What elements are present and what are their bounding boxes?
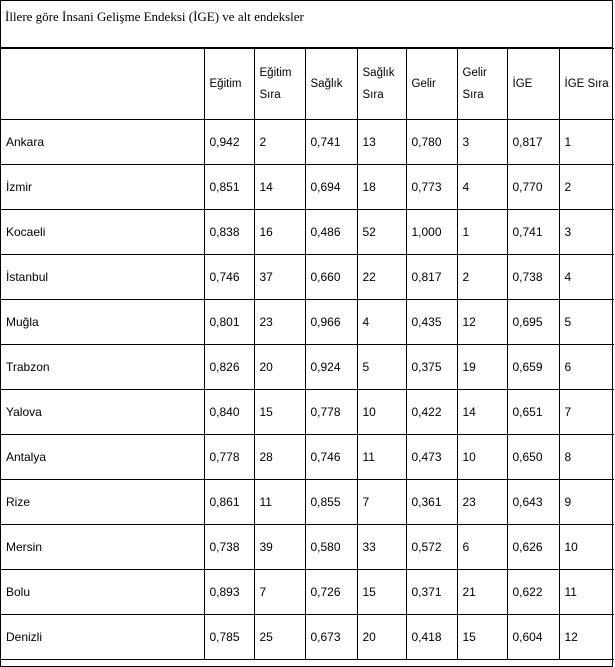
cell-saglik: 0,673 <box>305 615 357 660</box>
cell-ige: 0,651 <box>507 390 559 435</box>
cell-ige-sira: 9 <box>559 480 614 525</box>
cell-saglik: 0,694 <box>305 165 357 210</box>
header-saglik: Sağlık <box>305 49 357 120</box>
cell-gelir-sira: 19 <box>457 345 507 390</box>
cell-saglik-sira: 33 <box>357 525 406 570</box>
cell-saglik: 0,778 <box>305 390 357 435</box>
cell-egitim: 0,801 <box>204 300 254 345</box>
cell-city: Mersin <box>1 525 204 570</box>
cell-egitim-sira: 2 <box>254 120 305 165</box>
cell-egitim-sira: 11 <box>254 480 305 525</box>
cell-saglik: 0,855 <box>305 480 357 525</box>
cell-egitim-sira: 28 <box>254 435 305 480</box>
cell-ige-sira: 3 <box>559 210 614 255</box>
cell-gelir-sira: 3 <box>457 120 507 165</box>
table-row <box>1 210 614 255</box>
cell-gelir-sira: 15 <box>457 615 507 660</box>
cell-egitim: 0,840 <box>204 390 254 435</box>
cell-gelir-sira: 4 <box>457 165 507 210</box>
cell-gelir-sira: 21 <box>457 570 507 615</box>
cell-saglik: 0,741 <box>305 120 357 165</box>
cell-saglik-sira: 18 <box>357 165 406 210</box>
cell-saglik-sira: 5 <box>357 345 406 390</box>
cell-gelir: 0,817 <box>406 255 457 300</box>
cell-ige-sira: 4 <box>559 255 614 300</box>
cell-ige: 0,659 <box>507 345 559 390</box>
cell-city: Yalova <box>1 390 204 435</box>
cell-egitim: 0,851 <box>204 165 254 210</box>
cell-egitim-sira: 37 <box>254 255 305 300</box>
cell-egitim-sira: 25 <box>254 615 305 660</box>
cell-city: Bolu <box>1 570 204 615</box>
table-row <box>1 120 614 165</box>
cell-gelir-sira: 14 <box>457 390 507 435</box>
cell-gelir: 0,473 <box>406 435 457 480</box>
hdi-table <box>1 48 614 660</box>
cell-ige-sira: 1 <box>559 120 614 165</box>
cell-ige: 0,738 <box>507 255 559 300</box>
table-row <box>1 300 614 345</box>
table-row <box>1 345 614 390</box>
cell-gelir: 1,000 <box>406 210 457 255</box>
cell-ige-sira: 6 <box>559 345 614 390</box>
cell-saglik: 0,966 <box>305 300 357 345</box>
cell-ige: 0,650 <box>507 435 559 480</box>
table-row <box>1 570 614 615</box>
table-row <box>1 165 614 210</box>
cell-saglik: 0,924 <box>305 345 357 390</box>
cell-egitim: 0,746 <box>204 255 254 300</box>
cell-ige: 0,695 <box>507 300 559 345</box>
cell-city: Muğla <box>1 300 204 345</box>
header-gelir: Gelir <box>406 49 457 120</box>
cell-egitim: 0,942 <box>204 120 254 165</box>
cell-city: Denizli <box>1 615 204 660</box>
cell-ige-sira: 2 <box>559 165 614 210</box>
table-row <box>1 480 614 525</box>
cell-saglik-sira: 13 <box>357 120 406 165</box>
cell-ige-sira: 12 <box>559 615 614 660</box>
cell-saglik-sira: 11 <box>357 435 406 480</box>
header-egitim: Eğitim <box>204 49 254 120</box>
cell-gelir-sira: 6 <box>457 525 507 570</box>
cell-city: İzmir <box>1 165 204 210</box>
cell-egitim: 0,778 <box>204 435 254 480</box>
cell-egitim: 0,826 <box>204 345 254 390</box>
cell-saglik-sira: 7 <box>357 480 406 525</box>
table-title: İllere göre İnsani Gelişme Endeksi (İGE) ve alt endeksler <box>1 1 612 48</box>
cell-gelir: 0,773 <box>406 165 457 210</box>
cell-gelir: 0,572 <box>406 525 457 570</box>
header-row <box>1 49 614 120</box>
cell-saglik-sira: 52 <box>357 210 406 255</box>
cell-saglik-sira: 20 <box>357 615 406 660</box>
table-row <box>1 615 614 660</box>
cell-ige-sira: 8 <box>559 435 614 480</box>
cell-gelir: 0,780 <box>406 120 457 165</box>
table-row <box>1 525 614 570</box>
cell-ige: 0,626 <box>507 525 559 570</box>
cell-saglik: 0,486 <box>305 210 357 255</box>
table-row <box>1 255 614 300</box>
cell-saglik-sira: 10 <box>357 390 406 435</box>
cell-city: Ankara <box>1 120 204 165</box>
cell-gelir-sira: 10 <box>457 435 507 480</box>
cell-saglik: 0,580 <box>305 525 357 570</box>
table-row <box>1 435 614 480</box>
cell-egitim: 0,893 <box>204 570 254 615</box>
cell-egitim-sira: 7 <box>254 570 305 615</box>
cell-ige: 0,622 <box>507 570 559 615</box>
cell-gelir-sira: 2 <box>457 255 507 300</box>
header-ige: İGE <box>507 49 559 120</box>
header-egitim-sira: Eğitim Sıra <box>254 49 305 120</box>
cell-egitim-sira: 15 <box>254 390 305 435</box>
cell-ige: 0,770 <box>507 165 559 210</box>
cell-ige-sira: 11 <box>559 570 614 615</box>
header-saglik-sira: Sağlık Sıra <box>357 49 406 120</box>
cell-city: Antalya <box>1 435 204 480</box>
header-ige-sira: İGE Sıra <box>559 49 614 120</box>
cell-saglik-sira: 4 <box>357 300 406 345</box>
cell-gelir: 0,375 <box>406 345 457 390</box>
cell-city: İstanbul <box>1 255 204 300</box>
cell-egitim: 0,785 <box>204 615 254 660</box>
header-gelir-sira: Gelir Sıra <box>457 49 507 120</box>
cell-ige: 0,817 <box>507 120 559 165</box>
cell-saglik-sira: 22 <box>357 255 406 300</box>
cell-egitim-sira: 14 <box>254 165 305 210</box>
cell-saglik-sira: 15 <box>357 570 406 615</box>
cell-ige: 0,604 <box>507 615 559 660</box>
cell-gelir: 0,435 <box>406 300 457 345</box>
cell-saglik: 0,726 <box>305 570 357 615</box>
cell-egitim-sira: 20 <box>254 345 305 390</box>
cell-gelir: 0,361 <box>406 480 457 525</box>
cell-egitim-sira: 23 <box>254 300 305 345</box>
cell-egitim: 0,738 <box>204 525 254 570</box>
cell-gelir: 0,418 <box>406 615 457 660</box>
cell-saglik: 0,746 <box>305 435 357 480</box>
cell-egitim: 0,861 <box>204 480 254 525</box>
cell-gelir-sira: 23 <box>457 480 507 525</box>
cell-gelir-sira: 12 <box>457 300 507 345</box>
cell-gelir: 0,422 <box>406 390 457 435</box>
cell-ige-sira: 7 <box>559 390 614 435</box>
cell-ige-sira: 10 <box>559 525 614 570</box>
cell-saglik: 0,660 <box>305 255 357 300</box>
cell-city: Rize <box>1 480 204 525</box>
cell-egitim-sira: 39 <box>254 525 305 570</box>
cell-city: Trabzon <box>1 345 204 390</box>
table-row <box>1 390 614 435</box>
cell-egitim: 0,838 <box>204 210 254 255</box>
header-city <box>1 49 204 120</box>
cell-ige-sira: 5 <box>559 300 614 345</box>
cell-city: Kocaeli <box>1 210 204 255</box>
cell-egitim-sira: 16 <box>254 210 305 255</box>
cell-gelir-sira: 1 <box>457 210 507 255</box>
cell-gelir: 0,371 <box>406 570 457 615</box>
cell-ige: 0,741 <box>507 210 559 255</box>
cell-ige: 0,643 <box>507 480 559 525</box>
